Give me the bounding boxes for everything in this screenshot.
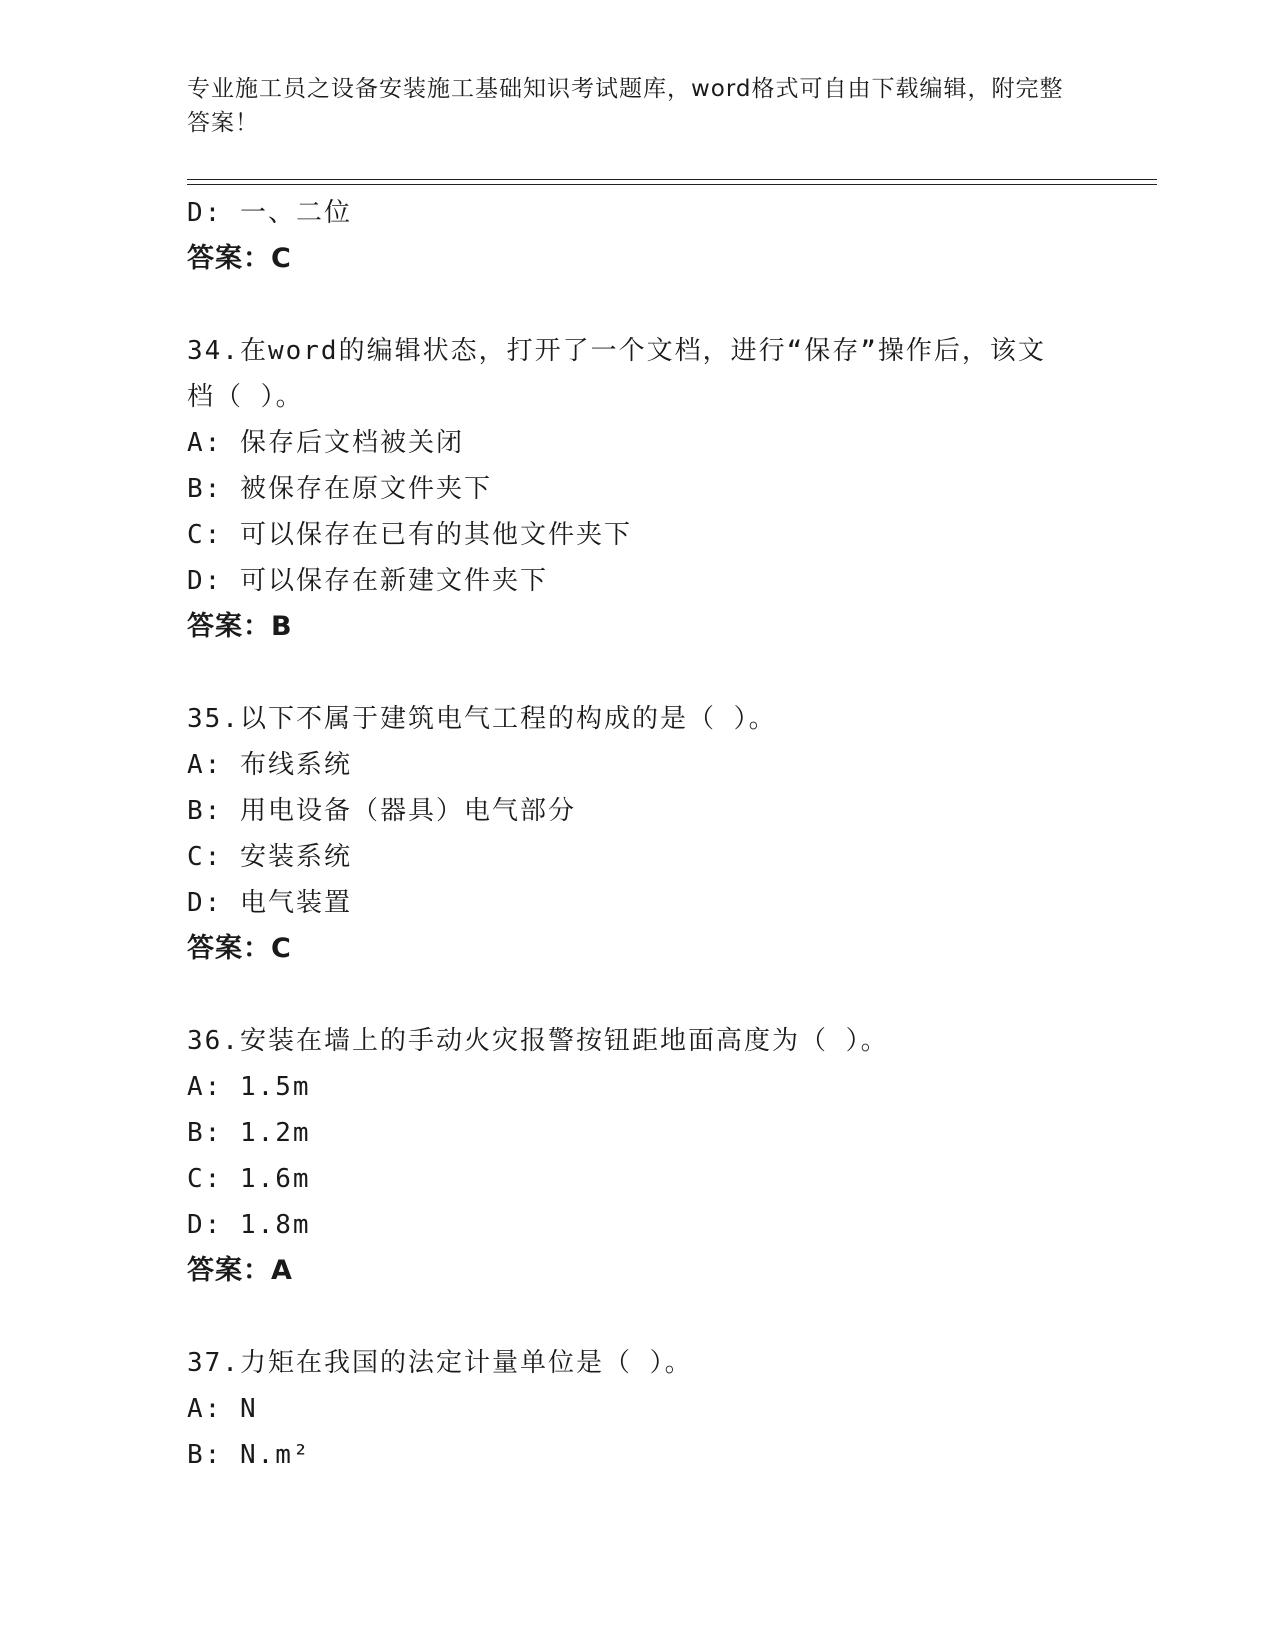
question-37 xyxy=(187,1340,1157,1478)
prev-answer: 答案：C xyxy=(187,243,292,274)
answer: 答案：B xyxy=(187,611,293,642)
option-c: C: 安装系统 xyxy=(187,842,352,872)
spacer xyxy=(187,1294,1157,1340)
spacer xyxy=(187,650,1157,696)
prev-option-d: D: 一、二位 xyxy=(187,198,352,228)
option-a: A: 1.5m xyxy=(187,1072,311,1102)
question-35 xyxy=(187,696,1157,972)
option-a: A: 保存后文档被关闭 xyxy=(187,428,464,458)
option-b: B: N.m² xyxy=(187,1440,311,1470)
option-d: D: 电气装置 xyxy=(187,888,352,918)
spacer xyxy=(187,282,1157,328)
option-a: A: 布线系统 xyxy=(187,750,352,780)
option-b: B: 被保存在原文件夹下 xyxy=(187,474,492,504)
spacer xyxy=(187,972,1157,1018)
document-header-title: 专业施工员之设备安装施工基础知识考试题库，word格式可自由下载编辑，附完整答案！ xyxy=(187,76,1064,136)
answer: 答案：C xyxy=(187,933,292,964)
question-stem: 36.安装在墙上的手动火灾报警按钮距地面高度为（ ）。 xyxy=(187,1026,889,1056)
question-list xyxy=(187,190,1157,1478)
option-a: A: N xyxy=(187,1394,258,1424)
answer: 答案：A xyxy=(187,1255,293,1286)
question-36 xyxy=(187,1018,1157,1294)
question-stem: 34.在word的编辑状态，打开了一个文档，进行“保存”操作后，该文档（ ）。 xyxy=(187,336,1046,412)
header-divider-top xyxy=(187,179,1157,180)
header-divider-bottom xyxy=(187,184,1157,185)
option-d: D: 1.8m xyxy=(187,1210,311,1240)
question-34 xyxy=(187,328,1157,650)
option-c: C: 1.6m xyxy=(187,1164,311,1194)
question-stem: 35.以下不属于建筑电气工程的构成的是（ ）。 xyxy=(187,704,777,734)
question-stem: 37.力矩在我国的法定计量单位是（ ）。 xyxy=(187,1348,693,1378)
option-d: D: 可以保存在新建文件夹下 xyxy=(187,566,548,596)
option-b: B: 用电设备（器具）电气部分 xyxy=(187,796,576,826)
option-b: B: 1.2m xyxy=(187,1118,311,1148)
option-c: C: 可以保存在已有的其他文件夹下 xyxy=(187,520,632,550)
